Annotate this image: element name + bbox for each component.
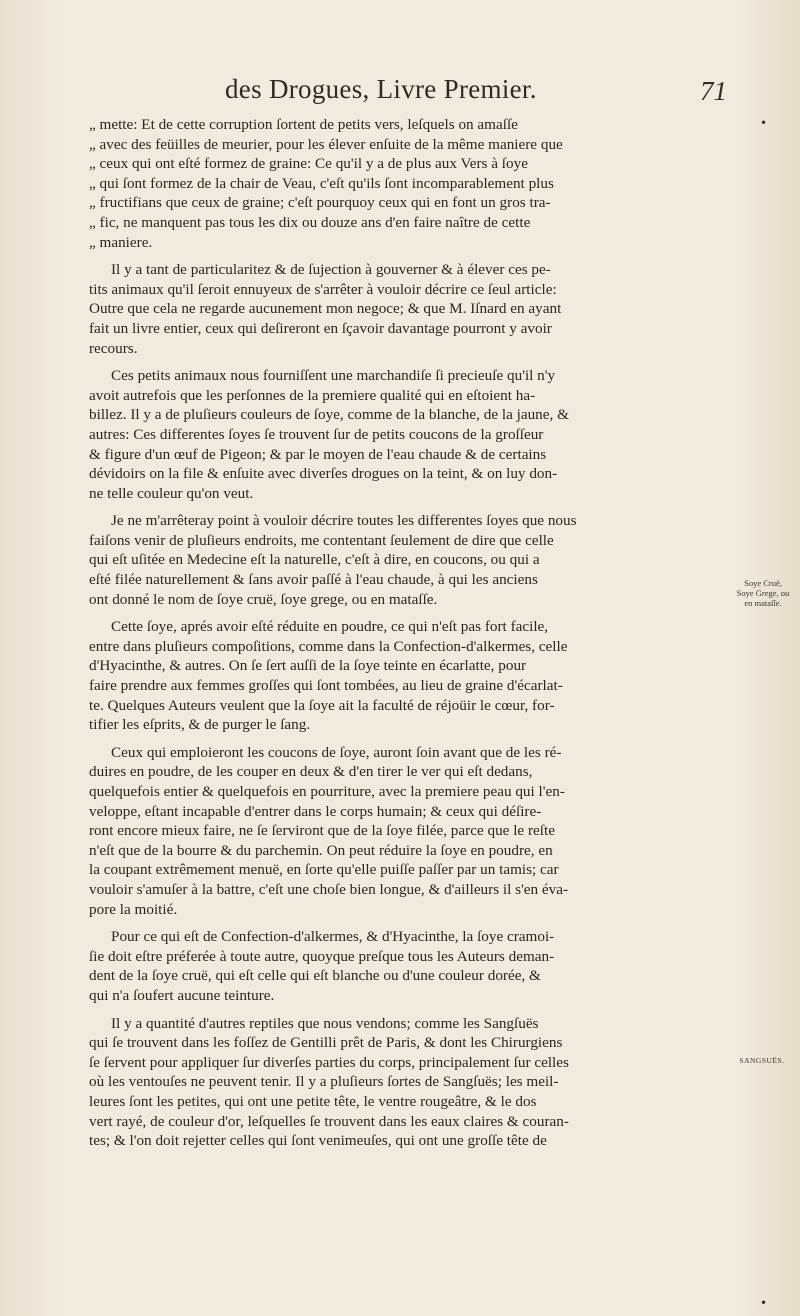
text-line: „ fic, ne manquent pas tous les dix ou douze ans d'en faire naître de cette (89, 213, 531, 231)
text-line: „ maniere. (89, 233, 153, 251)
text-line: vert rayé, de couleur d'or, leſquelles ſe trouvent dans les eaux claires & couran- (89, 1112, 569, 1130)
text-line: ſie doit eſtre préferée à toute autre, quoyque preſque tous les Auteurs deman- (89, 947, 555, 965)
text-line: vouloir s'amuſer à la battre, c'eſt une choſe bien longue, & d'ailleurs il s'en éva- (89, 880, 569, 898)
text-line: entre dans pluſieurs compoſitions, comme dans la Confection-d'alkermes, celle (89, 637, 568, 655)
text-line: ront encore mieux faire, ne ſe ſerviront que de la ſoye filée, parce que le reſte (89, 822, 555, 840)
margin-note-line: en mataſſe. (744, 598, 782, 608)
text-line: eſté filée naturellement & ſans avoir paſſé à l'eau chaude, à qui les anciens (89, 571, 538, 589)
text-line: fait un livre entier, ceux qui deſireront en ſçavoir davantage pourront y avoir (89, 319, 552, 337)
paragraph-gap (89, 358, 709, 366)
text-line: Je ne m'arrêteray point à vouloir décrire toutes les differentes ſoyes que nous (111, 512, 577, 530)
text-line: dent de la ſoye cruë, qui eſt celle qui eſt blanche ou d'une couleur dorée, & (89, 967, 541, 985)
text-line: faire prendre aux femmes groſſes qui ſont tombées, au lieu de graine d'écarlat- (89, 677, 563, 695)
text-line: avoit autrefois que les perſonnes de la premiere qualité qui en eſtoient ha- (89, 386, 536, 404)
text-line: Ceux qui emploieront les coucons de ſoye, auront ſoin avant que de les ré- (111, 743, 562, 761)
text-line: tes; & l'on doit rejetter celles qui ſont venimeuſes, qui ont une groſſe tête de (89, 1132, 547, 1150)
text-line: ne telle couleur qu'on veut. (89, 484, 254, 502)
text-line: qui eſt uſitée en Medecine eſt la naturelle, c'eſt à dire, en coucons, ou qui a (89, 551, 540, 569)
text-line: billez. Il y a de pluſieurs couleurs de ſoye, comme de la blanche, de la jaune, & (89, 406, 569, 424)
margin-mark: • (760, 116, 768, 130)
paragraph-gap (89, 1006, 709, 1014)
text-line: où les ventouſes ne peuvent tenir. Il y a pluſieurs ſortes de Sangſuës; les meil- (89, 1073, 559, 1091)
text-line: te. Quelques Auteurs veulent que la ſoye ait la faculté de réjoüir le cœur, for- (89, 696, 555, 714)
text-line: qui n'a ſoufert aucune teinture. (89, 986, 275, 1004)
text-line: dévidoirs on la file & enſuite avec diverſes drogues on la teint, & on luy don- (89, 465, 558, 483)
margin-mark: • (760, 1296, 768, 1310)
margin-note-sangsues: SANGSUËS. (739, 1056, 785, 1065)
paragraph-gap (89, 609, 709, 617)
text-line: Il y a tant de particularitez & de ſujection à gouverner & à élever ces pe- (111, 261, 551, 279)
text-line: n'eſt que de la bourre & du parchemin. On peut réduire la ſoye en poudre, en (89, 841, 553, 859)
text-line: & figure d'un œuf de Pigeon; & par le moyen de l'eau chaude & de certains (89, 445, 547, 463)
text-line: „ avec des feüilles de meurier, pour les élever enſuite de la même maniere que (89, 135, 563, 153)
running-title: des Drogues, Livre Premier. (225, 74, 537, 104)
text-line: ont donné le nom de ſoye cruë, ſoye grege, ou en mataſſe. (89, 590, 438, 608)
text-line: ſe ſervent pour appliquer ſur diverſes parties du corps, principalement ſur celles (89, 1053, 569, 1071)
text-line: qui ſe trouvent dans les foſſez de Gentilli prêt de Paris, & dont les Chirurgiens (89, 1034, 563, 1052)
text-line: pore la moitié. (89, 900, 178, 918)
text-line: Ces petits animaux nous fourniſſent une marchandiſe ſi precieuſe qu'il n'y (111, 367, 556, 385)
text-line: quelquefois entier & quelquefois en pourriture, avec la premiere peau qui l'en- (89, 783, 565, 800)
text-line: Cette ſoye, aprés avoir eſté réduite en poudre, ce qui n'eſt pas fort facile, (111, 618, 549, 636)
margin-note-line: Soye Cruë, (744, 578, 782, 588)
text-line: leures ſont les petites, qui ont une petite tête, le ventre rougeâtre, & le dos (89, 1092, 537, 1110)
margin-note-soye (733, 578, 793, 608)
paragraph-gap (89, 735, 709, 743)
text-line: Outre que cela ne regarde aucunement mon negoce; & que M. Iſnard en ayant (89, 300, 562, 318)
text-line: recours. (89, 339, 138, 357)
paragraph-gap (89, 503, 709, 511)
text-line: faiſons venir de pluſieurs endroits, me contentant ſeulement de dire que celle (89, 531, 554, 549)
paragraph-gap (89, 252, 709, 260)
text-line: veloppe, eſtant incapable d'entrer dans le corps humain; & ceux qui déſire- (89, 802, 542, 820)
text-line: tits animaux qu'il ſeroit ennuyeux de s'arrêter à vouloir décrire ce ſeul article: (89, 280, 557, 298)
text-line: Il y a quantité d'autres reptiles que nous vendons; comme les Sangſuës (111, 1014, 539, 1032)
running-header (0, 74, 800, 110)
text-line: duires en poudre, de les couper en deux & d'en tirer le ver qui eſt dedans, (89, 763, 533, 781)
text-line: „ ceux qui ont eſté formez de graine: Ce qu'il y a de plus aux Vers à ſoye (89, 155, 528, 173)
body-text (89, 115, 709, 1151)
text-line: autres: Ces differentes ſoyes ſe trouvent ſur de petits coucons de la groſſeur (89, 425, 544, 443)
page-number: 71 (700, 76, 727, 106)
text-line: d'Hyacinthe, & autres. On ſe ſert auſſi de la ſoye teinte en écarlatte, pour (89, 657, 527, 675)
paragraph-gap (89, 919, 709, 927)
text-line: „ mette: Et de cette corruption ſortent de petits vers, leſquels on amaſſe (89, 116, 518, 133)
text-line: Pour ce qui eſt de Confection-d'alkermes, & d'Hyacinthe, la ſoye cramoi- (111, 928, 555, 946)
text-line: „ qui ſont formez de la chair de Veau, c'eſt qu'ils ſont incomparablement plus (89, 174, 554, 192)
text-line: la coupant extrêmement menuë, en ſorte qu'elle puiſſe paſſer par un tamis; car (89, 861, 559, 879)
margin-note-line: Soye Grege, ou (736, 588, 790, 598)
text-line: „ fructifians que ceux de graine; c'eſt pourquoy ceux qui en font un gros tra- (89, 194, 551, 212)
text-line: tifier les eſprits, & de purger le ſang. (89, 716, 311, 734)
